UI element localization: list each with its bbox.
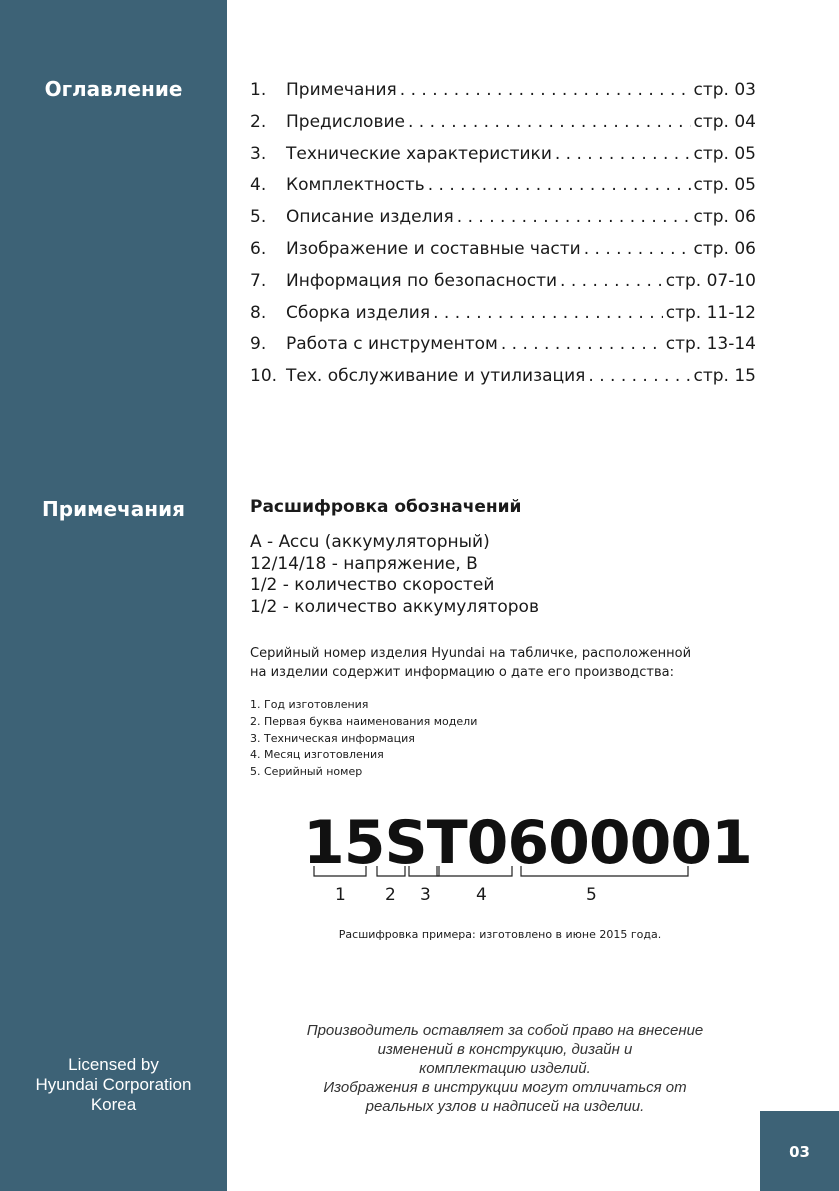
bracket-label: 5 (586, 885, 597, 905)
toc-page: стр. 07-10 (665, 270, 756, 291)
toc-item[interactable] (250, 239, 756, 271)
toc-number: 9. (250, 334, 267, 355)
bracket-label: 2 (385, 885, 396, 905)
serial-intro-line: на изделии содержит информацию о дате его производства: (250, 665, 674, 680)
disclaimer-line: комплектацию изделий. (419, 1060, 591, 1077)
toc-number: 3. (250, 143, 267, 164)
toc-label: Предисловие (286, 111, 405, 132)
toc-page: стр. 06 (693, 207, 756, 228)
toc-label: Изображение и составные части (286, 238, 581, 259)
sidebar (0, 0, 227, 1191)
decoding-item: 1/2 - количество скоростей (250, 575, 495, 595)
serial-part-item: 2. Первая буква наименования модели (250, 714, 478, 728)
toc-item[interactable] (250, 334, 756, 366)
license-line: Korea (90, 1095, 137, 1114)
bracket-label: 4 (476, 885, 487, 905)
disclaimer-line: Изображения в инструкции могут отличаться от (323, 1079, 687, 1096)
toc-leader (560, 271, 663, 291)
toc-label: Информация по безопасности (286, 270, 558, 291)
serial-part-item: 1. Год изготовления (250, 698, 369, 711)
toc-number: 10. (250, 366, 278, 387)
decoding-list (250, 532, 539, 618)
decoding-item: A - Accu (аккумуляторный) (250, 532, 490, 552)
disclaimer (280, 1021, 730, 1116)
disclaimer-line: Производитель оставляет за собой право на внесение (306, 1022, 704, 1039)
toc-item[interactable] (250, 175, 756, 207)
toc-number: 4. (250, 175, 267, 196)
decoding-heading: Расшифровка обозначений (250, 497, 522, 517)
disclaimer-line: изменений в конструкцию, дизайн и (377, 1041, 633, 1058)
toc-item[interactable] (250, 271, 756, 303)
toc-page: стр. 11-12 (665, 302, 756, 323)
toc-label: Комплектность (286, 175, 425, 196)
serial-intro (250, 644, 720, 682)
toc-label: Работа с инструментом (286, 334, 498, 355)
toc-title: Оглавление (44, 77, 183, 101)
toc-label: Технические характеристики (286, 143, 552, 164)
toc-page: стр. 15 (693, 366, 756, 387)
toc-item[interactable] (250, 303, 756, 335)
decoding-item: 1/2 - количество аккумуляторов (250, 596, 539, 617)
toc-label: Сборка изделия (286, 302, 431, 323)
toc-number: 2. (250, 111, 267, 132)
table-of-contents (250, 80, 756, 398)
serial-parts-list (250, 697, 477, 781)
toc-item[interactable] (250, 207, 756, 239)
license-line: Hyundai Corporation (35, 1075, 192, 1094)
toc-leader (408, 112, 691, 132)
toc-label: Тех. обслуживание и утилизация (286, 366, 586, 387)
toc-item[interactable] (250, 80, 756, 112)
toc-label: Примечания (286, 80, 397, 100)
toc-number: 7. (250, 270, 267, 291)
toc-leader (584, 239, 691, 259)
toc-page: стр. 05 (693, 175, 756, 196)
toc-page: стр. 04 (693, 111, 756, 132)
page-number: 03 (789, 1143, 810, 1161)
toc-leader (555, 144, 691, 164)
toc-item[interactable] (250, 366, 756, 398)
toc-leader (588, 366, 690, 386)
toc-leader (428, 175, 691, 195)
toc-page: стр. 13-14 (665, 334, 756, 355)
serial-part-item: 3. Техническая информация (250, 731, 415, 745)
page-number-box (760, 1111, 839, 1191)
toc-number: 5. (250, 207, 267, 228)
toc-number: 1. (250, 80, 267, 100)
toc-number: 6. (250, 238, 267, 259)
toc-number: 8. (250, 302, 267, 323)
notes-title: Примечания (42, 497, 185, 521)
toc-item[interactable] (250, 144, 756, 176)
toc-leader (501, 334, 663, 354)
example-caption: Расшифровка примера: изготовлено в июне 2015 года. (338, 928, 662, 941)
license-line: Licensed by (68, 1055, 159, 1074)
bracket-label: 3 (420, 885, 431, 905)
toc-label: Описание изделия (286, 207, 454, 228)
serial-part-item: 5. Серийный номер (250, 765, 363, 779)
license-note (0, 1055, 227, 1115)
serial-intro-line: Серийный номер изделия Hyundai на табличке, расположенной (250, 646, 692, 661)
toc-leader (400, 80, 691, 100)
toc-leader (433, 303, 663, 323)
serial-number-example: 15ST0600001 (303, 808, 752, 878)
toc-item[interactable] (250, 112, 756, 144)
toc-page: стр. 06 (693, 238, 756, 259)
bracket-label: 1 (335, 885, 346, 905)
decoding-item: 12/14/18 - напряжение, В (250, 553, 478, 574)
toc-page: стр. 05 (693, 143, 756, 164)
toc-leader (457, 207, 691, 227)
toc-page: стр. 03 (693, 80, 756, 100)
disclaimer-line: реальных узлов и надписей на изделии. (365, 1098, 645, 1115)
serial-part-item: 4. Месяц изготовления (250, 748, 384, 762)
